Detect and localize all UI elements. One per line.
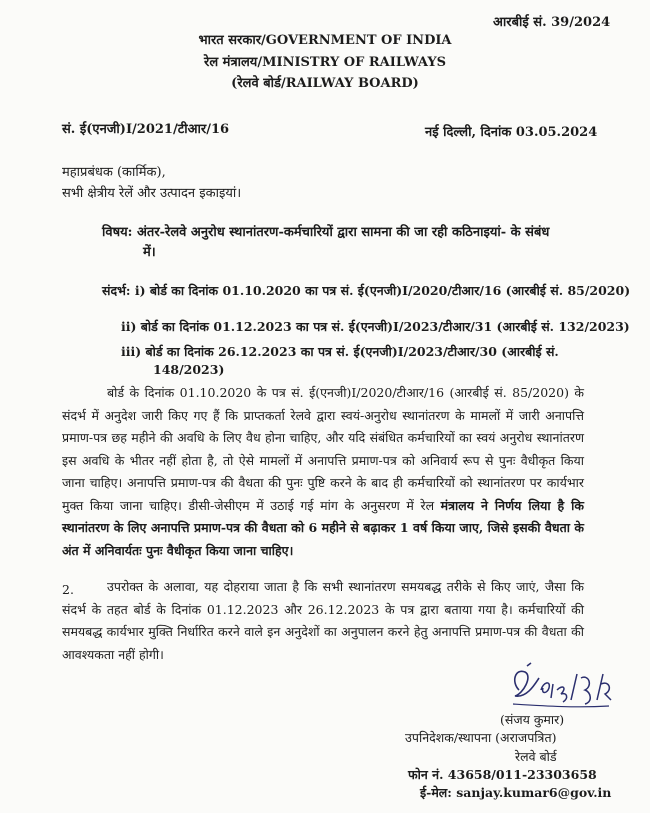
ministry-heading: रेल मंत्रालय/MINISTRY OF RAILWAYS xyxy=(204,55,446,70)
paragraph-1-text: बोर्ड के दिनांक 01.10.2020 के पत्र सं. ई(एनजी)I/2020/टीआर/16 (आरबीई सं. 85/2020) के संदर्भ में अनुदेश जारी किए गए हैं कि प्राप्तकर्ता रेलवे द्वारा स्वयं-अनुरोध स्थानांतरण के मामलों में जारी अनापत्ति प्रमाण-पत्र छह महीने की अवधि के लिए वैध होना चाहिए, और यदि संबंधित कर्मचारियों का स्वयं अनुरोध स्थानांतरण इस अवधि के भीतर नहीं होता है, तो ऐसे मामलों में अनापत्ति प्रमाण-पत्र को अनिवार्य रूप से पुनः वैधीकृत किया जाना चाहिए। अनापत्ति प्रमाण-पत्र की वैधता की पुनः पुष्टि करने के बाद ही कर्मचारियों को स्थानांतरण पर कार्यभार मुक्त किया जाना चाहिए। डीसी-जेसीएम में उठाई गई मांग के अनुसरण में रेल xyxy=(62,385,584,513)
paragraph-1 xyxy=(62,382,584,562)
reference-1: संदर्भ: i) बोर्ड का दिनांक 01.10.2020 का पत्र सं. ई(एनजी)I/2020/टीआर/16 (आरबीई सं. 85/2020) xyxy=(102,283,631,298)
paragraph-2: उपरोक्त के अलावा, यह दोहराया जाता है कि सभी स्थानांतरण समयबद्ध तरीके से किए जाएं, जैसा कि संदर्भ के तहत बोर्ड के दिनांक 01.12.2023 और 26.12.2023 के पत्र द्वारा बताया गया है। कर्मचारियों की समयबद्ध कार्यभार मुक्ति निर्धारित करने वाले इन अनुदेशों का अनुपालन करने हेतु अनापत्ति प्रमाण-पत्र की वैधता की आवश्यकता नहीं होगी। xyxy=(62,579,584,662)
signatory-email: ई-मेल: sanjay.kumar6@gov.in xyxy=(420,785,612,800)
addressee-line-1: महाप्रबंधक (कार्मिक), xyxy=(62,165,166,180)
paragraph-1-decision: मंत्रालय ने निर्णय लिया है कि स्थानांतरण के लिए अनापत्ति प्रमाण-पत्र की वैधता को 6 महीने से बढ़ाकर 1 वर्ष किया जाए, जिसे इसकी वैधता के अंत में अनिवार्यतः पुनः वैधीकृत किया जाना चाहिए। xyxy=(62,497,584,558)
place-date: नई दिल्ली, दिनांक 03.05.2024 xyxy=(425,125,598,140)
signatory-phone: फोन नं. 43658/011-23303658 xyxy=(408,767,597,782)
signatory-office: रेलवे बोर्ड xyxy=(515,749,557,764)
signatory-name: (संजय कुमार) xyxy=(500,712,565,727)
reference-3-line-1: iii) बोर्ड का दिनांक 26.12.2023 का पत्र सं. ई(एनजी)I/2023/टीआर/30 (आरबीई सं. xyxy=(121,344,559,359)
board-heading: (रेलवे बोर्ड/RAILWAY BOARD) xyxy=(231,76,419,91)
rbe-number: आरबीई सं. 39/2024 xyxy=(493,15,611,30)
government-heading: भारत सरकार/GOVERNMENT OF INDIA xyxy=(198,33,452,48)
letter-number: सं. ई(एनजी)I/2021/टीआर/16 xyxy=(62,122,230,137)
reference-3-line-2: 148/2023) xyxy=(153,362,225,377)
paragraph-2-number: 2. xyxy=(62,582,74,597)
reference-2: ii) बोर्ड का दिनांक 01.12.2023 का पत्र सं. ई(एनजी)I/2023/टीआर/31 (आरबीई सं. 132/2023) xyxy=(121,319,630,334)
handwritten-signature xyxy=(505,660,615,712)
signatory-designation: उपनिदेशक/स्थापना (अराजपत्रित) xyxy=(405,730,557,745)
subject-line-1: विषय: अंतर-रेलवे अनुरोध स्थानांतरण-कर्मचारियों द्वारा सामना की जा रही कठिनाइयां- के संबंध xyxy=(102,225,550,240)
subject-line-2: में। xyxy=(143,245,156,260)
addressee-line-2: सभी क्षेत्रीय रेलें और उत्पादन इकाइयां। xyxy=(62,186,242,201)
